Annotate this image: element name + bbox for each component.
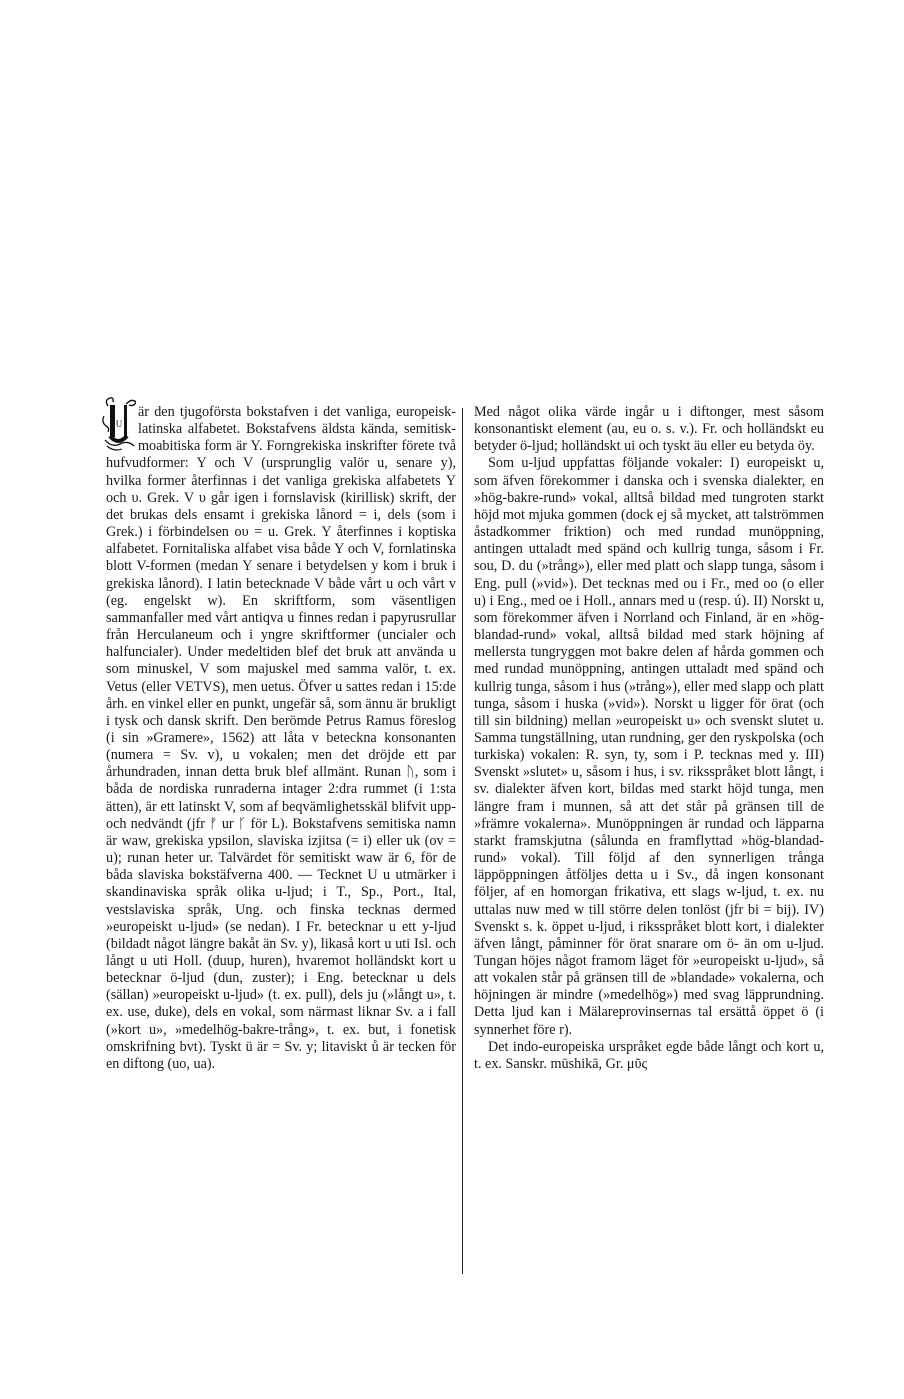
decorated-initial-letter [102, 396, 132, 446]
ornamental-u-initial-icon [102, 396, 136, 452]
right-paragraph-1: Med något olika värde ingår u i diftonger, mest såsom konsonantiskt element (au, eu o. s. v.). Fr. och holländskt eu betyder ö-ljud; holländskt ui och tyskt äu eller eu betyda öy. [474, 404, 824, 455]
right-column [474, 404, 824, 1073]
initial-letter-glyph: U [115, 419, 123, 429]
column-divider [462, 408, 463, 1274]
right-paragraph-3: Det indo-europeiska urspråket egde både långt och kort u, t. ex. Sanskr. mūshikā, Gr. μῦς [474, 1038, 824, 1072]
left-paragraph-1: är den tjugoförsta bokstafven i det vanliga, europeisk-latinska alfabetet. Bokstafvens äldsta kända, semitisk-moabitiska form är Y. Forngrekiska inskrifter förete två hufvudformer: Y och V (ursprunglig valör u, senare y), hvilka former återfinnas i det vanliga grekiska alfabetets Y och υ. Grek. V υ går igen i fornslavisk (kirillisk) skrift, der det brukas dels ensamt i grekiska lånord = i, dels (som i Grek.) i förbindelsen ου = u. Grek. Y återfinnes i koptiska alfabetet. Fornitaliska alfabet visa både Y och V, fornlatinska blott V-formen (medan Y senare i betydelsen y kom i bruk i grekiska lånord). I latin betecknade V både vårt u och vårt v (eg. engelskt w). En skriftform, som väsentligen sammanfaller med vårt antiqva u finnes redan i papyrusrullar från Herculaneum och i yngre skriftformer (uncialer och halfuncialer). Under medeltiden blef det bruk att använda u som minuskel, V som majuskel med samma valör, t. ex. Vetus (eller VETVS), men uetus. Öfver u sattes redan i 15:de årh. en vinkel eller en punkt, ungefär så, som ännu är brukligt i tysk och dansk skrift. Den berömde Petrus Ramus föreslog (i sin »Gramere», 1562) att låta v beteckna konsonanten (numera = Sv. v), u vokalen; men det dröjde ett par århundraden, innan detta bruk blef allmänt. Runan ᚢ, som i båda de nordiska runraderna intager 2:dra rummet (i 1:sta ätten), är ett latinskt V, som af beqvämlighetsskäl blifvit upp- och nedvändt (jfr ᚠ ur ᚴ för L). Bokstafvens semitiska namn är waw, grekiska ypsilon, slaviska izjitsa (= i) eller uk (ov = u); runan heter ur. Talvärdet för semitiskt waw är 6, för de båda slaviska bokstäfverna 400. — Tecknet U u utmärker i skandinaviska språk olika u-ljud; i T., Sp., Port., Ital, vestslaviska språk, Ung. och finska tecknas dermed »europeiskt u-ljud» (se nedan). I Fr. betecknar u ett y-ljud (bildadt något längre bakåt än Sv. y), likaså kort u uti Isl. och långt u uti Holl. (duup, huren), hvaremot holländskt kort u betecknar ö-ljud (dun, zuster); i Eng. betecknar u dels (sällan) »europeiskt u-ljud» (t. ex. pull), dels ju (»långt u», t. ex. use, duke), dels en vokal, som närmast liknar Sv. a i fall (»kort u», »medelhög-bakre-trång», t. ex. but, i fonetisk omskrifning bvt). Tyskt ü är = Sv. y; litaviskt ů är tecken för en diftong (uo, ua). [106, 404, 456, 1072]
left-column [106, 404, 456, 1073]
right-paragraph-2: Som u-ljud uppfattas följande vokaler: I) europeiskt u, som äfven förekommer i danska och i svenska dialekter, en »hög-bakre-rund» vokal, alltså bildad med tungroten starkt höjd mot mjuka gommen (dock ej så mycket, att talströmmen åstadkommer friktion) och med rundad munöppning, antingen uttaladt med spänd och kullrig tunga, såsom i Fr. sou, D. du (»trång»), eller med platt och slapp tunga, såsom i Eng. pull (»vid»). Det tecknas med ou i Fr., med oo (o eller u) i Eng., med oe i Holl., annars med u (resp. ú). II) Norskt u, som förekommer äfven i Norrland och Finland, är en »hög-blandad-rund» vokal, alltså bildad med stark höjning af mellersta tungryggen mot bakre delen af hårda gommen och med rundad munöppning, antingen uttaladt med spänd och kullrig tunga, såsom i hus (»trång»), eller med slapp och platt tunga, såsom i huska (»vid»). Norskt u ligger för örat (och till sin bildning) mellan »europeiskt u» och svenskt slutet u. Samma tungställning, utan rundning, ger den ryskpolska (och turkiska) vokalen: R. syn, ty, som i P. tecknas med y. III) Svenskt »slutet» u, såsom i hus, i sv. riksspråket blott långt, i sv. dialekter äfven kort, bildas med starkt höjd tunga, men längre fram i munnen, så att det står på gränsen till de »främre vokalerna». Munöppningen är rundad och läpparna starkt framskjutna (sålunda en framflyttad »hög-blandad-rund» vokal). Till följd af den synnerligen trånga läppöppningen åtföljes detta u i Sv., då ingen konsonant följer, af en homorgan frikativa, ett slags w-ljud, t. ex. nu uttalas nuw med w till större delen tonlöst (jfr bi = bij). IV) Svenskt s. k. öppet u-ljud, i riksspråket blott kort, i dialekter äfven långt, påminner för örat snarare om ö- än om u-ljud. Tungan höjes något framom läget för »europeiskt u-ljud», så att vokalen står på gränsen till de »blandade» vokalerna, och höjningen är mindre (»medelhög») med svag läpprundning. Detta ljud kan i Mälareprovinsernas tal ersättå öppet ö (i synnerhet före r). [474, 455, 824, 1038]
